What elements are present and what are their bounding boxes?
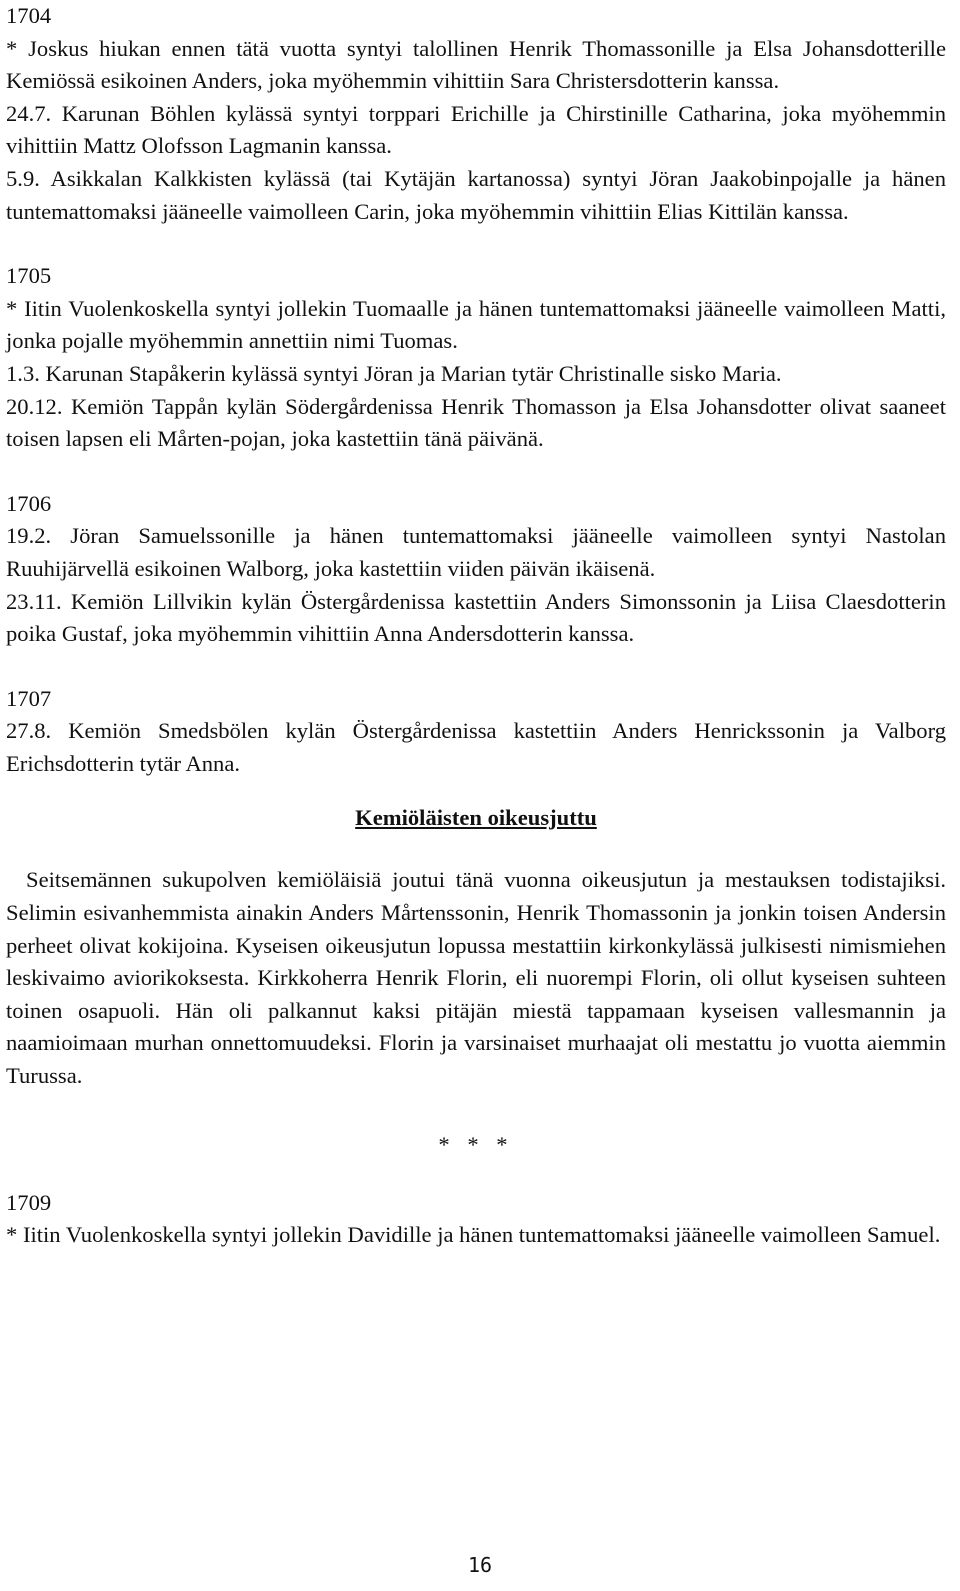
year-section-1704 — [6, 0, 946, 228]
entry-paragraph: 5.9. Asikkalan Kalkkisten kylässä (tai Kytäjän kartanossa) syntyi Jöran Jaakobinpojalle ja hänen tuntemattomaksi jääneelle vaimolleen Carin, joka myöhemmin vihittiin Elias Kittilän kanssa. — [6, 165, 946, 224]
entry-paragraph: * Joskus hiukan ennen tätä vuotta syntyi talollinen Henrik Thomassonille ja Elsa Johansdotterille Kemiössä esikoinen Anders, joka myöhemmin vihittiin Sara Christersdotterin kanssa. — [6, 35, 946, 94]
article-body: Seitsemännen sukupolven kemiöläisiä joutui tänä vuonna oikeusjutun ja mestauksen todistajiksi. Selimin esivanhemmista ainakin Anders Mårtenssonin, Henrik Thomassonin ja jonkin toisen Andersin perheet olivat kokijoina. Kyseisen oikeusjutun lopussa mestattiin kirkonkylässä julkisesti nimismiehen leskivaimo aviorikoksesta. Kirkkoherra Henrik Florin, eli nuorempi Florin, oli ollut kyseisen suhteen toinen osapuoli. Hän oli palkannut kaksi pitäjän miestä tappamaan kyseisen vallesmannin ja naamioimaan murhan onnettomuudeksi. Florin ja varsinaiset murhaajat oli mestattu jo vuotta aiemmin Turussa. — [6, 867, 946, 1089]
entry-paragraph: 27.8. Kemiön Smedsbölen kylän Östergårdenissa kastettiin Anders Henrickssonin ja Valborg Erichsdotterin tytär Anna. — [6, 718, 946, 776]
entry-paragraph: 1.3. Karunan Stapåkerin kylässä syntyi Jöran ja Marian tytär Christinalle sisko Maria. — [6, 360, 782, 386]
year-heading: 1706 — [6, 490, 52, 516]
entry-paragraph: * Iitin Vuolenkoskella syntyi jollekin Davidille ja hänen tuntemattomaksi jääneelle vaimolleen Samuel. — [6, 1222, 941, 1248]
spacer — [6, 456, 946, 488]
section-separator: * * * — [438, 1131, 514, 1157]
year-section-1706 — [6, 488, 946, 651]
spacer — [6, 228, 946, 260]
entry-paragraph: 24.7. Karunan Böhlen kylässä syntyi torppari Erichille ja Chirstinille Catharina, joka myöhemmin vihittiin Mattz Olofsson Lagmanin kanssa. — [6, 100, 946, 159]
page-number: 16 — [467, 1553, 493, 1577]
entry-paragraph: 23.11. Kemiön Lillvikin kylän Östergårdenissa kastettiin Anders Simonssonin ja Liisa Claesdotterin poika Gustaf, joka myöhemmin vihittiin Anna Andersdotterin kanssa. — [6, 588, 946, 647]
entry-paragraph: 20.12. Kemiön Tappån kylän Södergårdenissa Henrik Thomasson ja Elsa Johansdotter olivat saaneet toisen lapsen eli Mårten-pojan, joka kastettiin tänä päivänä. — [6, 393, 946, 452]
year-heading: 1707 — [6, 685, 52, 711]
spacer — [6, 651, 946, 683]
year-section-1709 — [6, 1187, 946, 1252]
year-heading: 1704 — [6, 3, 52, 28]
year-heading: 1709 — [6, 1189, 52, 1215]
entry-paragraph: * Iitin Vuolenkoskella syntyi jollekin Tuomaalle ja hänen tuntemattomaksi jääneelle vaimolleen Matti, jonka pojalle myöhemmin annettiin nimi Tuomas. — [6, 295, 946, 354]
entry-paragraph: 19.2. Jöran Samuelssonille ja hänen tuntemattomaksi jääneelle vaimolleen syntyi Nastolan Ruuhijärvellä esikoinen Walborg, joka kastettiin viiden päivän ikäisenä. — [6, 523, 946, 581]
article-heading: Kemiöläisten oikeusjuttu — [355, 805, 597, 831]
year-section-1707 — [6, 683, 946, 781]
document-page — [6, 0, 946, 1252]
year-section-1705 — [6, 260, 946, 456]
year-heading: 1705 — [6, 263, 52, 289]
